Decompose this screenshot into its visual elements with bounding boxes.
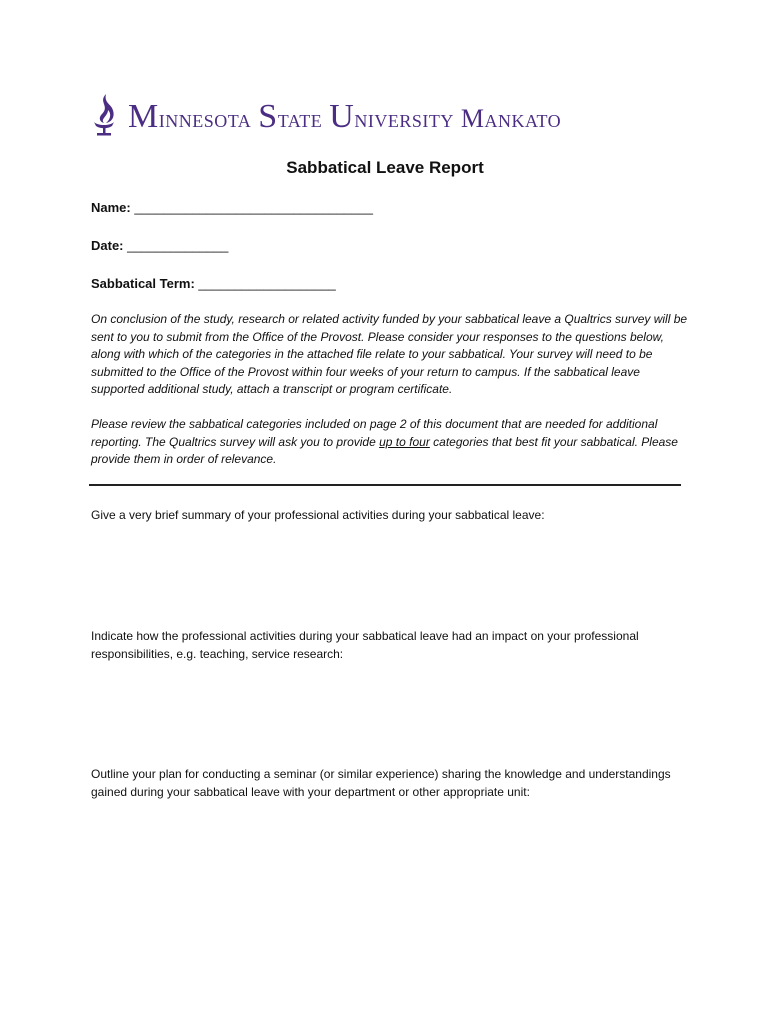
date-blank-line[interactable]: ______________ (127, 238, 229, 253)
name-label: Name: (91, 200, 131, 215)
p2-text-end: categories that best fit your sabbatical. Please provide them in order of relevance. (91, 434, 678, 466)
p2-underlined-text: up to four (379, 434, 430, 449)
name-blank-line[interactable]: _________________________________ (134, 200, 373, 215)
instructions-paragraph-2 (91, 416, 691, 469)
flame-torch-icon (88, 92, 120, 138)
p2-text-start: Please review the sabbatical categories included on page 2 of this document that are needed for additional reporting. The Qualtrics survey will ask you to provide (91, 417, 658, 449)
question-seminar-plan: Outline your plan for conducting a seminar (or similar experience) sharing the knowledge and understandings gained during your sabbatical leave with your department or other appropriate unit: (91, 767, 671, 799)
name-field (91, 200, 373, 215)
term-label: Sabbatical Term: (91, 276, 195, 291)
university-logo (88, 92, 688, 142)
page-title: Sabbatical Leave Report (286, 158, 484, 177)
section-divider (89, 484, 681, 486)
logo-wordmark: Minnesota State University Mankato (128, 98, 562, 135)
question-summary: Give a very brief summary of your professional activities during your sabbatical leave: (91, 508, 545, 522)
question-impact: Indicate how the professional activities during your sabbatical leave had an impact on your professional responsibilities, e.g. teaching, service research: (91, 629, 639, 661)
instructions-paragraph-1: On conclusion of the study, research or related activity funded by your sabbatical leave a Qualtrics survey will be sent to you to submit from the Office of the Provost. Please consider your responses to the questions below, along with which of the categories in the attached file relate to your sabbatical. Your survey will need to be submitted to the Office of the Provost within four weeks of your return to campus. If the sabbatical leave supported additional study, attach a transcript or program certificate. (91, 312, 688, 396)
term-field (91, 276, 336, 291)
date-field (91, 238, 228, 253)
date-label: Date: (91, 238, 124, 253)
term-blank-line[interactable]: ___________________ (198, 276, 336, 291)
